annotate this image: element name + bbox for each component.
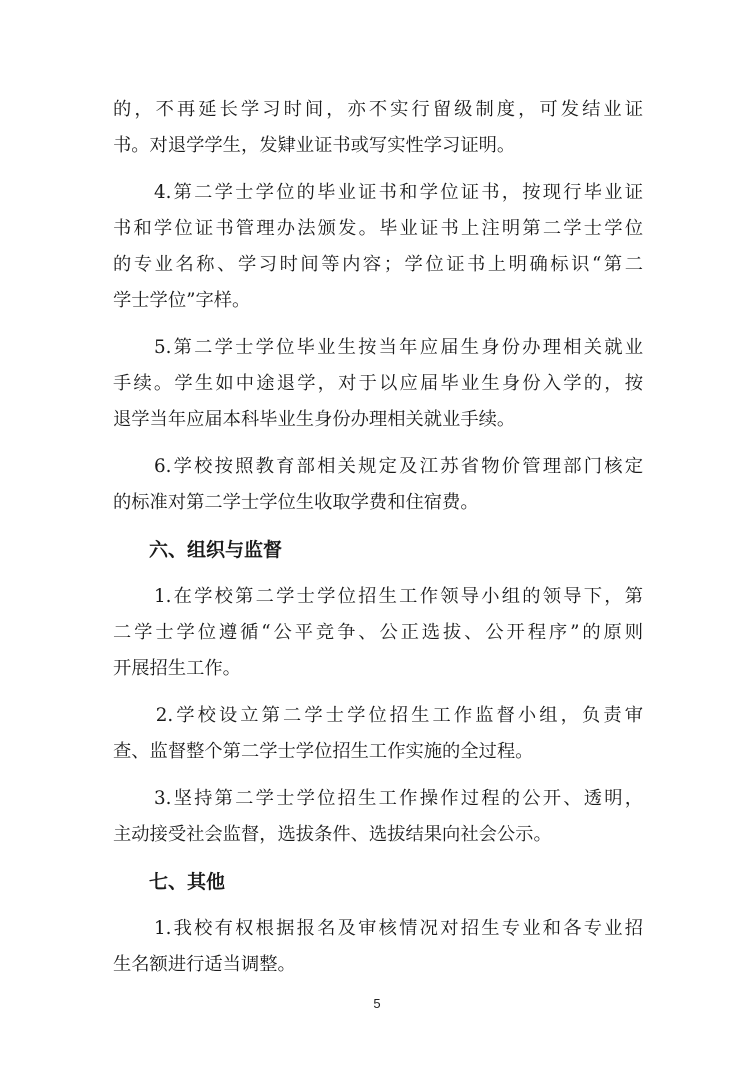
text-line: 主动接受社会监督，选拔条件、选拔结果向社会公示。 xyxy=(113,824,552,845)
text-line: 学士学位”字样。 xyxy=(113,290,251,311)
section-heading: 六、组织与监督 xyxy=(149,539,283,561)
text-line: 6.学校按照教育部相关规定及江苏省物价管理部门核定 xyxy=(113,456,643,477)
text-line: 生名额进行适当调整。 xyxy=(113,954,296,975)
text-line: 开展招生工作。 xyxy=(113,658,241,679)
section-heading: 七、其他 xyxy=(149,871,226,893)
page-number: 5 xyxy=(373,996,381,1011)
text-line: 1.在学校第二学士学位招生工作领导小组的领导下，第 xyxy=(113,586,643,607)
paragraph xyxy=(113,449,643,521)
text-line: 的专业名称、学习时间等内容；学位证书上明确标识“第二 xyxy=(113,254,643,275)
text-line: 2.学校设立第二学士学位招生工作监督小组，负责审 xyxy=(113,705,643,726)
paragraph xyxy=(113,330,643,438)
paragraph xyxy=(113,579,643,687)
paragraph xyxy=(113,911,643,983)
paragraph xyxy=(113,175,643,319)
text-line: 二学士学位遵循“公平竞争、公正选拔、公开程序”的原则 xyxy=(113,622,643,643)
text-line: 书。对退学学生，发肄业证书或写实性学习证明。 xyxy=(113,135,516,156)
paragraph xyxy=(113,92,643,164)
text-line: 的标准对第二学士学位生收取学费和住宿费。 xyxy=(113,492,479,513)
text-line: 手续。学生如中途退学，对于以应届毕业生身份入学的，按 xyxy=(113,373,643,394)
text-line: 3.坚持第二学士学位招生工作操作过程的公开、透明， xyxy=(113,788,643,809)
text-line: 5.第二学士学位毕业生按当年应届生身份办理相关就业 xyxy=(113,337,643,358)
text-line: 1.我校有权根据报名及审核情况对招生专业和各专业招 xyxy=(113,918,643,939)
text-line: 4.第二学士学位的毕业证书和学位证书，按现行毕业证 xyxy=(113,182,643,203)
text-line: 书和学位证书管理办法颁发。毕业证书上注明第二学士学位 xyxy=(113,218,643,239)
paragraph xyxy=(113,698,643,770)
paragraph xyxy=(113,781,643,853)
text-line: 查、监督整个第二学士学位招生工作实施的全过程。 xyxy=(113,741,534,762)
text-line: 的，不再延长学习时间，亦不实行留级制度，可发结业证 xyxy=(113,99,643,120)
page-body xyxy=(113,92,643,994)
text-line: 退学当年应届本科毕业生身份办理相关就业手续。 xyxy=(113,409,516,430)
